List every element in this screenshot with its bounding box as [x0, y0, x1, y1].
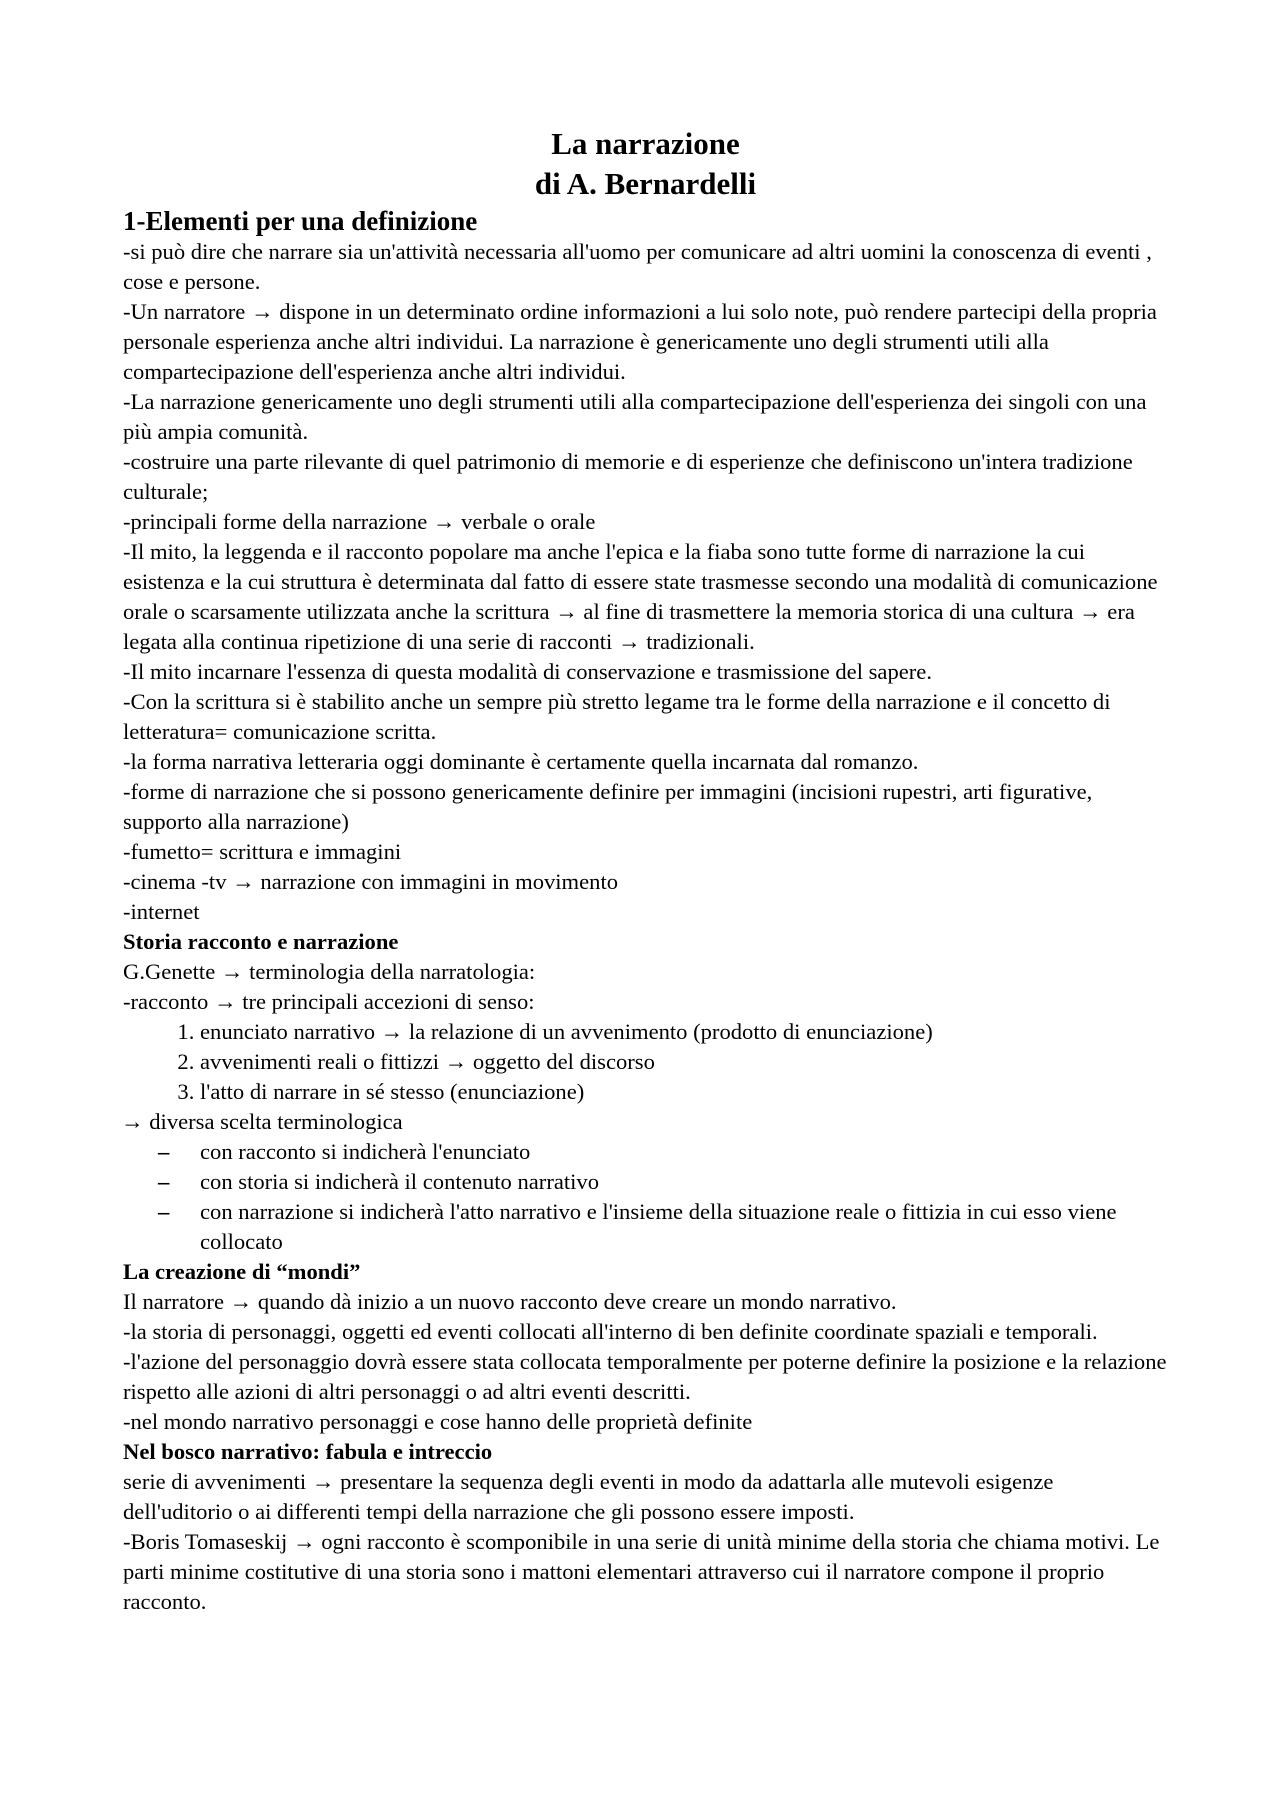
list-item: – con narrazione si indicherà l'atto narrativo e l'insieme della situazione reale o fittizia in cui esso viene collocato	[200, 1197, 1168, 1257]
paragraph: -si può dire che narrare sia un'attività necessaria all'uomo per comunicare ad altri uomini la conoscenza di eventi , cose e persone.	[123, 239, 1152, 294]
paragraph: -la storia di personaggi, oggetti ed eventi collocati all'interno di ben definite coordinate spaziali e temporali.	[123, 1319, 1098, 1344]
paragraph: -principali forme della narrazione → verbale o orale	[123, 509, 596, 534]
paragraph: -internet	[123, 899, 200, 924]
section-heading-storia-racconto: Storia racconto e narrazione	[123, 929, 399, 954]
paragraph: -forme di narrazione che si possono genericamente definire per immagini (incisioni rupestri, arti figurative, supporto alla narrazione)	[123, 779, 1093, 834]
section-body-definizione	[123, 237, 1168, 927]
paragraph: -La narrazione genericamente uno degli strumenti utili alla compartecipazione dell'esperienza dei singoli con una più ampia comunità.	[123, 389, 1147, 444]
dashed-list	[123, 1137, 1168, 1257]
paragraph: -Un narratore → dispone in un determinato ordine informazioni a lui solo note, può rendere partecipi della propria personale esperienza anche altri individui. La narrazione è genericamente uno degli strumenti utili alla compartecipazione dell'esperienza anche altri individui.	[123, 299, 1157, 384]
paragraph: -costruire una parte rilevante di quel patrimonio di memorie e di esperienze che definiscono un'intera tradizione culturale;	[123, 449, 1133, 504]
section-body-storia-racconto	[123, 957, 1168, 1257]
list-item: 1. enunciato narrativo → la relazione di un avvenimento (prodotto di enunciazione)	[200, 1017, 1168, 1047]
paragraph: G.Genette → terminologia della narratologia:	[123, 959, 536, 984]
list-item: 3. l'atto di narrare in sé stesso (enunciazione)	[200, 1077, 1168, 1107]
paragraph: -la forma narrativa letteraria oggi dominante è certamente quella incarnata dal romanzo.	[123, 749, 919, 774]
section-body-bosco-narrativo	[123, 1467, 1168, 1617]
section-heading-definizione: 1-Elementi per una definizione	[123, 206, 478, 236]
document-title	[123, 124, 1168, 204]
list-item: 2. avvenimenti reali o fittizzi → oggetto del discorso	[200, 1047, 1168, 1077]
paragraph: -Con la scrittura si è stabilito anche un sempre più stretto legame tra le forme della narrazione e il concetto di letteratura= comunicazione scritta.	[123, 689, 1111, 744]
paragraph: -l'azione del personaggio dovrà essere stata collocata temporalmente per poterne definire la posizione e la relazione rispetto alle azioni di altri personaggi o ad altri eventi descritti.	[123, 1349, 1167, 1404]
paragraph: -Il mito, la leggenda e il racconto popolare ma anche l'epica e la fiaba sono tutte forme di narrazione la cui esistenza e la cui struttura è determinata dal fatto di essere state trasmesse secondo una modalità di comunicazione orale o scarsamente utilizzata anche la scrittura → al fine di trasmettere la memoria storica di una cultura → era legata alla continua ripetizione di una serie di racconti → tradizionali.	[123, 539, 1158, 654]
section-heading-creazione-mondi: La creazione di “mondi”	[123, 1259, 361, 1284]
paragraph: Il narratore → quando dà inizio a un nuovo racconto deve creare un mondo narrativo.	[123, 1289, 897, 1314]
paragraph: serie di avvenimenti → presentare la sequenza degli eventi in modo da adattarla alle mutevoli esigenze dell'uditorio o ai differenti tempi della narrazione che gli possono essere imposti.	[123, 1469, 1054, 1524]
list-item: – con storia si indicherà il contenuto narrativo	[200, 1167, 1168, 1197]
section-heading-bosco-narrativo: Nel bosco narrativo: fabula e intreccio	[123, 1439, 493, 1464]
title-line-1: La narrazione	[551, 126, 740, 161]
paragraph: -Il mito incarnare l'essenza di questa modalità di conservazione e trasmissione del sapere.	[123, 659, 932, 684]
paragraph: -fumetto= scrittura e immagini	[123, 839, 402, 864]
paragraph: -cinema -tv → narrazione con immagini in movimento	[123, 869, 619, 894]
paragraph: -racconto → tre principali accezioni di senso:	[123, 989, 535, 1014]
paragraph: → diversa scelta terminologica	[121, 1109, 403, 1134]
numbered-list	[123, 1017, 1168, 1107]
paragraph: -nel mondo narrativo personaggi e cose hanno delle proprietà definite	[123, 1409, 753, 1434]
paragraph: -Boris Tomaseskij → ogni racconto è scomponibile in una serie di unità minime della storia che chiama motivi. Le parti minime costitutive di una storia sono i mattoni elementari attraverso cui il narratore compone il proprio racconto.	[123, 1529, 1160, 1614]
section-body-creazione-mondi	[123, 1287, 1168, 1437]
title-line-2: di A. Bernardelli	[534, 166, 757, 201]
list-item: – con racconto si indicherà l'enunciato	[200, 1137, 1168, 1167]
